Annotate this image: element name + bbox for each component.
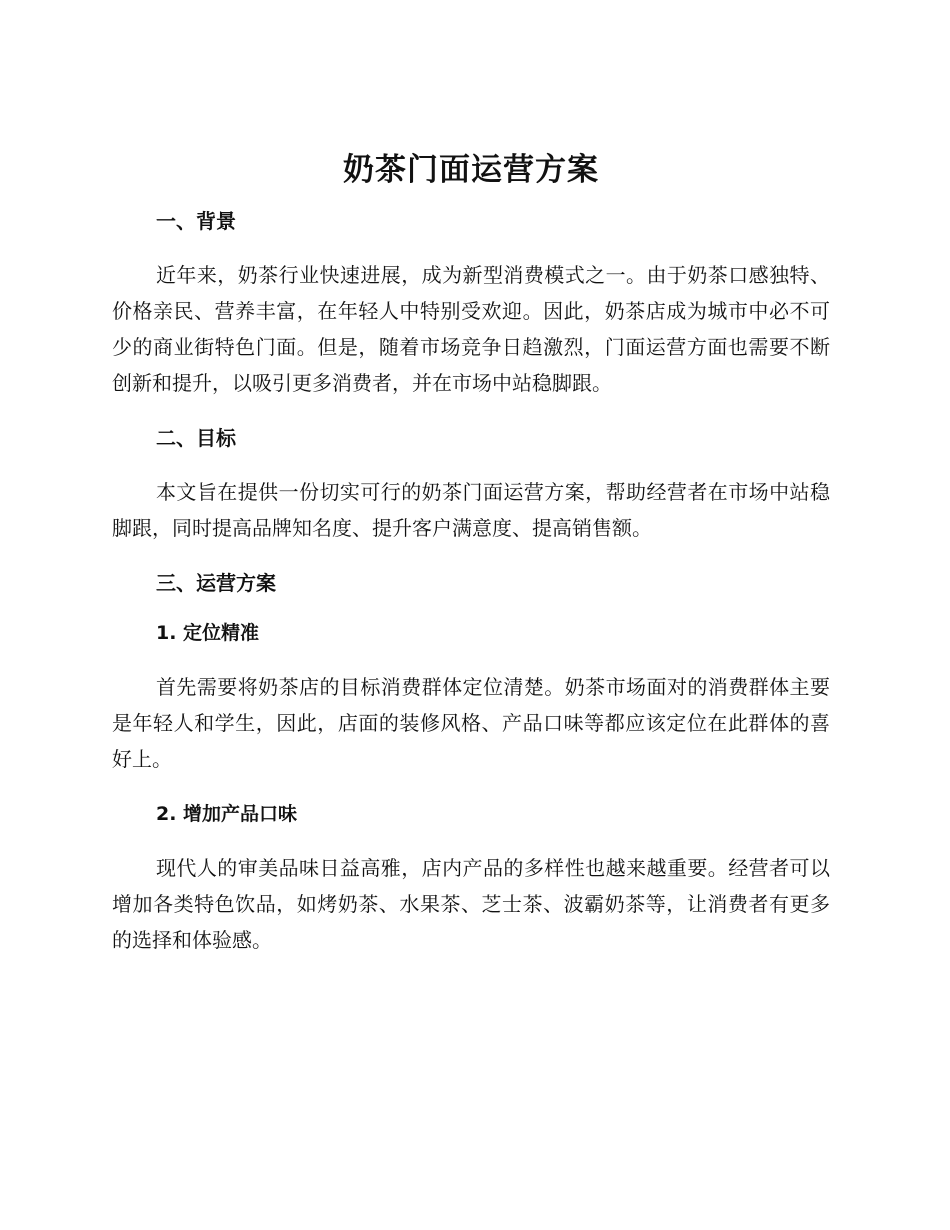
subsection-paragraph-flavors: 现代人的审美品味日益高雅，店内产品的多样性也越来越重要。经营者可以增加各类特色饮品，如烤奶茶、水果茶、芝士茶、波霸奶茶等，让消费者有更多的选择和体验感。	[112, 856, 830, 952]
document-title: 奶茶门面运营方案	[343, 152, 599, 188]
subsection-paragraph-positioning: 首先需要将奶茶店的目标消费群体定位清楚。奶茶市场面对的消费群体主要是年轻人和学生，因此，店面的装修风格、产品口味等都应该定位在此群体的喜好上。	[112, 675, 830, 771]
subsection-heading-flavors: 2. 增加产品口味	[156, 803, 298, 825]
section-paragraph-goal: 本文旨在提供一份切实可行的奶茶门面运营方案，帮助经营者在市场中站稳脚跟，同时提高品牌知名度、提升客户满意度、提高销售额。	[112, 480, 830, 540]
subsection-heading-positioning: 1. 定位精准	[156, 622, 260, 644]
section-heading-background: 一、背景	[156, 209, 236, 233]
section-heading-goal: 二、目标	[156, 426, 236, 450]
section-heading-plan: 三、运营方案	[156, 571, 276, 595]
section-paragraph-background: 近年来，奶茶行业快速进展，成为新型消费模式之一。由于奶茶口感独特、价格亲民、营养丰富，在年轻人中特别受欢迎。因此，奶茶店成为城市中必不可少的商业街特色门面。但是，随着市场竞争日趋激烈，门面运营方面也需要不断创新和提升，以吸引更多消费者，并在市场中站稳脚跟。	[112, 263, 830, 395]
